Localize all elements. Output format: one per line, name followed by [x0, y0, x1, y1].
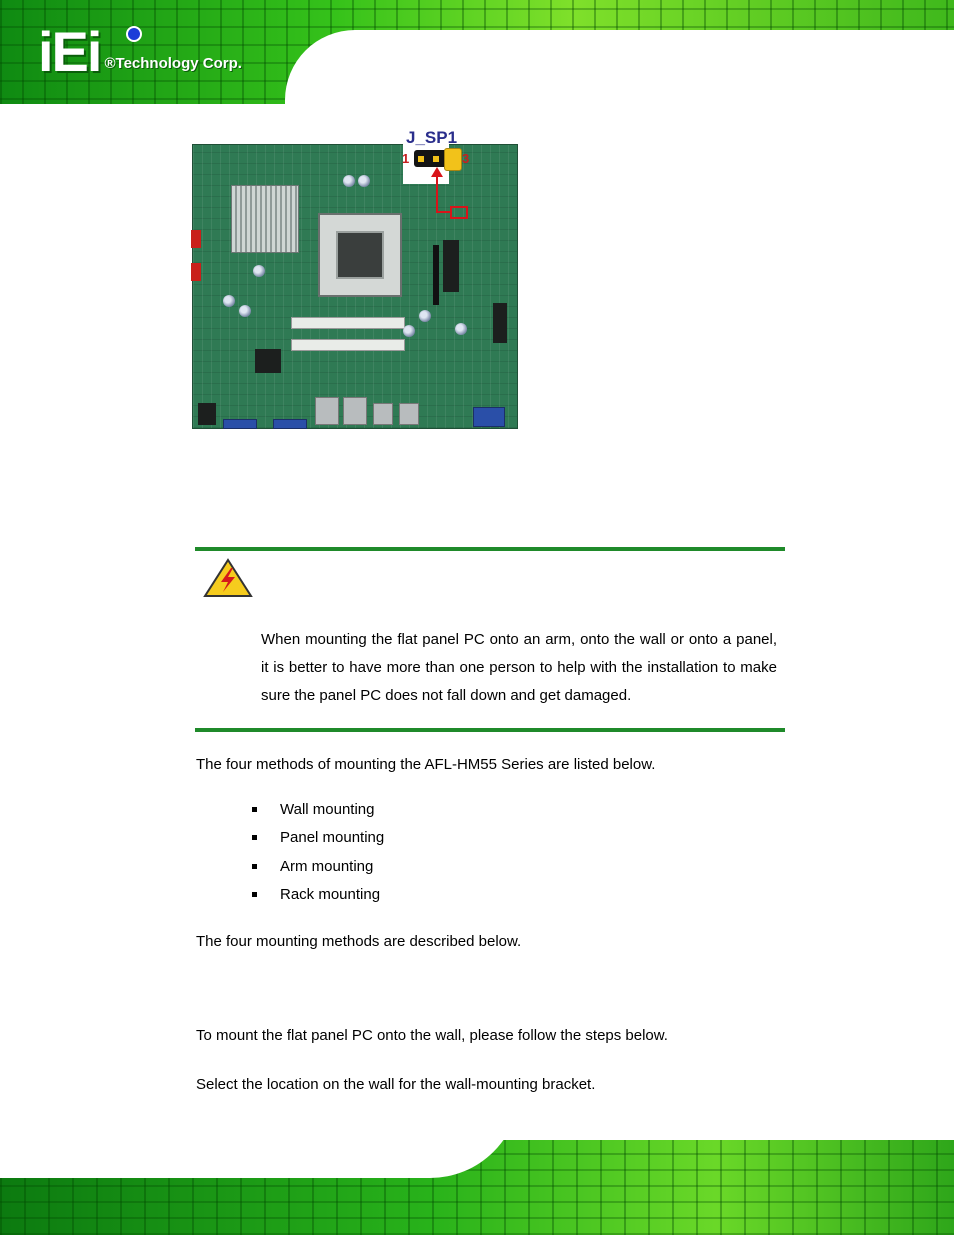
usb-port [373, 403, 393, 425]
serial-header [223, 419, 257, 429]
dimm-slot-2 [291, 339, 405, 351]
page-header-banner [0, 0, 954, 118]
mounting-methods-intro: The four methods of mounting the AFL-HM55 Series are listed below. [196, 756, 656, 773]
wall-mount-intro: To mount the flat panel PC onto the wall, please follow the steps below. [196, 1027, 668, 1044]
methods-described-text: The four mounting methods are described below. [196, 933, 522, 950]
list-item: Wall mounting [252, 800, 384, 828]
serial-header [273, 419, 307, 429]
bullet-icon [252, 892, 257, 897]
footer-white-curve [0, 1128, 520, 1178]
bullet-icon [252, 835, 257, 840]
dimm-slot-1 [291, 317, 405, 329]
warning-icon [203, 558, 253, 598]
slot [433, 245, 439, 305]
pin-number-last: 3 [462, 151, 470, 166]
jumper-cap [444, 148, 462, 171]
warning-text: When mounting the flat panel PC onto an arm, onto the wall or onto a panel, it is better to have more than one person to help with the installation to make sure the panel PC does not fall down and get damaged. [261, 631, 777, 704]
motherboard-figure [192, 126, 522, 431]
list-item: Panel mounting [252, 828, 384, 856]
sata-connector [191, 263, 201, 281]
audio-jack [198, 403, 216, 425]
list-item: Arm mounting [252, 857, 384, 885]
pin-number-first: 1 [402, 151, 410, 166]
vga-port [473, 407, 505, 427]
header-white-strip [0, 104, 954, 118]
list-item: Rack mounting [252, 885, 384, 913]
warning-bottom-rule [195, 728, 785, 732]
bullet-icon [252, 864, 257, 869]
company-logo [38, 20, 242, 83]
jumper-location-highlight [450, 206, 468, 219]
logo-mark: iEi [38, 20, 101, 83]
sata-connector [191, 230, 201, 248]
mini-pcie-slot [443, 240, 459, 292]
usb-port [399, 403, 419, 425]
page-footer-banner [0, 1128, 954, 1235]
logo-company-name: ®Technology Corp. [104, 55, 242, 72]
lan-port [343, 397, 367, 425]
warning-top-rule [195, 547, 785, 551]
heatsink [231, 185, 299, 253]
chip [493, 303, 507, 343]
chip [255, 349, 281, 373]
jumper-label: J_SP1 [406, 128, 458, 147]
lan-port [315, 397, 339, 425]
mounting-methods-list [252, 800, 384, 913]
bullet-icon [252, 807, 257, 812]
wall-mount-step-1: Select the location on the wall for the wall-mounting bracket. [196, 1076, 596, 1093]
motherboard-image [192, 144, 518, 429]
logo-dot-icon [126, 26, 142, 42]
arrow-line [436, 176, 438, 212]
cpu-socket [318, 213, 402, 297]
